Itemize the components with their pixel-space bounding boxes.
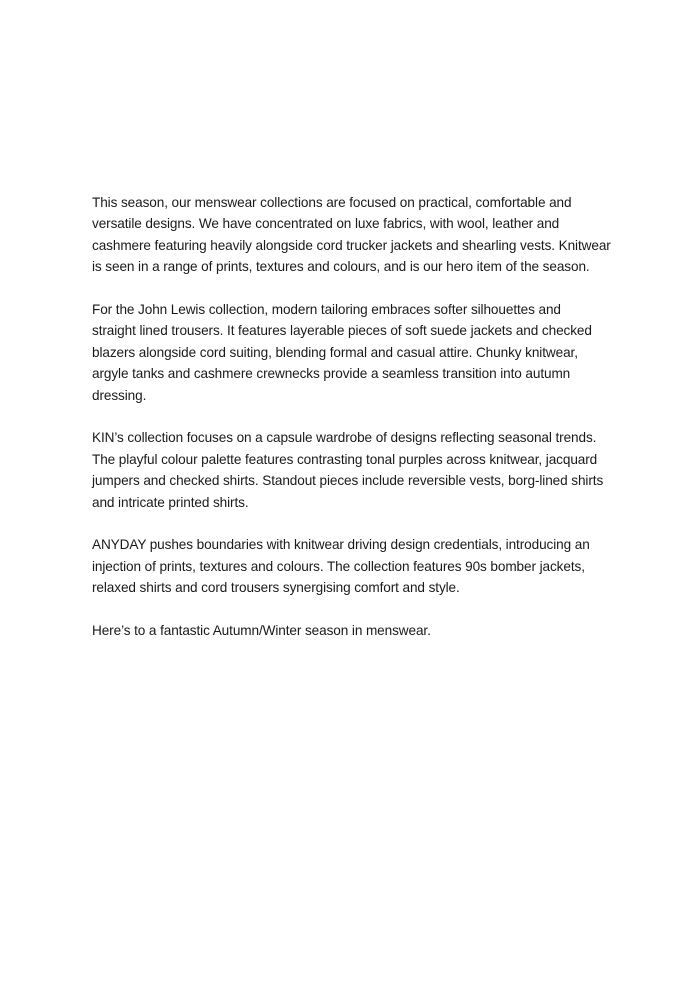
text-line: The playful colour palette features contrasting tonal purples across knitwear, jacquard — [92, 451, 598, 467]
paragraph-kin — [92, 427, 652, 513]
text-line: relaxed shirts and cord trousers synergising comfort and style. — [92, 580, 460, 596]
document-body — [92, 192, 652, 663]
paragraph-john-lewis — [92, 299, 652, 406]
text-line: dressing. — [92, 387, 147, 403]
text-line: jumpers and checked shirts. Standout pieces include reversible vests, borg-lined shirts — [92, 473, 604, 489]
paragraph-intro — [92, 192, 652, 278]
text-line: For the John Lewis collection, modern tailoring embraces softer silhouettes and — [92, 302, 561, 318]
paragraph-anyday — [92, 534, 652, 598]
text-line: is seen in a range of prints, textures and colours, and is our hero item of the season. — [92, 259, 590, 275]
text-line: argyle tanks and cashmere crewnecks provide a seamless transition into autumn — [92, 366, 571, 382]
text-line: This season, our menswear collections are focused on practical, comfortable and — [92, 195, 572, 210]
text-line: cashmere featuring heavily alongside cord trucker jackets and shearling vests. Knitwear — [92, 237, 611, 253]
paragraph-closing — [92, 620, 652, 641]
text-line: and intricate printed shirts. — [92, 494, 249, 510]
text-line: KIN’s collection focuses on a capsule wardrobe of designs reflecting seasonal trends. — [92, 430, 597, 446]
text-line: versatile designs. We have concentrated on luxe fabrics, with wool, leather and — [92, 216, 560, 232]
text-line: ANYDAY pushes boundaries with knitwear driving design credentials, introducing an — [92, 537, 590, 553]
text-line: blazers alongside cord suiting, blending formal and casual attire. Chunky knitwear, — [92, 344, 578, 360]
text-line: Here’s to a fantastic Autumn/Winter season in menswear. — [92, 623, 431, 639]
text-line: injection of prints, textures and colours. The collection features 90s bomber jackets, — [92, 558, 585, 574]
text-line: straight lined trousers. It features layerable pieces of soft suede jackets and checked — [92, 323, 592, 339]
